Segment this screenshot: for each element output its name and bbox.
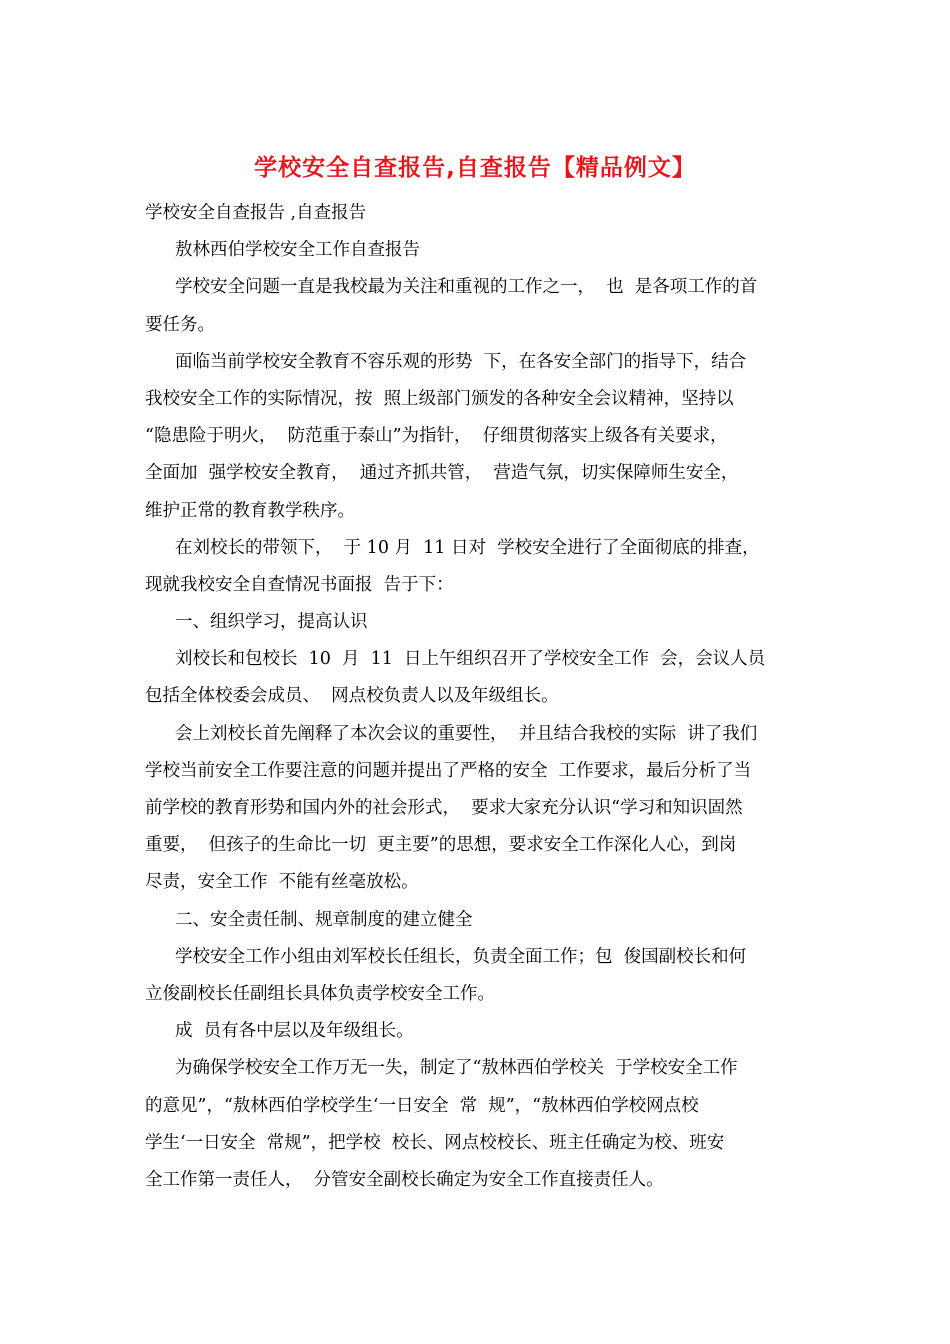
- body-line: 会上刘校长首先阐释了本次会议的重要性， 并且结合我校的实际 讲了我们: [175, 723, 758, 744]
- body-line: 学校当前安全工作要注意的问题并提出了严格的安全 工作要求，最后分析了当: [145, 760, 752, 781]
- body-line: 前学校的教育形势和国内外的社会形式， 要求大家充分认识“学习和知识固然: [145, 798, 743, 818]
- body-line: 现就我校安全自查情况书面报 告于下：: [145, 574, 454, 595]
- body-line: 维护正常的教育教学秩序。: [145, 500, 355, 521]
- body-line: 在刘校长的带领下， 于 10 月 11 日对 学校安全进行了全面彻底的排查，: [175, 537, 760, 558]
- document-title: 学校安全自查报告,自查报告【精品例文】: [254, 155, 696, 181]
- body-line: 为确保学校安全工作万无一失，制定了“敖林西伯学校关 于学校安全工作: [175, 1058, 738, 1079]
- body-line: 立俊副校长任副组长具体负责学校安全工作。: [145, 983, 495, 1004]
- body-line: 的意见”，“敖林西伯学校学生‘一日安全 常 规”，“敖林西伯学校网点校: [145, 1095, 699, 1116]
- body-line: 要任务。: [145, 314, 215, 335]
- body-line: 全面加 强学校安全教育， 通过齐抓共管， 营造气氛，切实保障师生安全，: [145, 463, 739, 484]
- body-line: 面临当前学校安全教育不容乐观的形势 下，在各安全部门的指导下，结合: [175, 351, 747, 372]
- body-line: “隐患险于明火， 防范重于泰山”为指针， 仔细贯彻落实上级各有关要求，: [145, 426, 728, 447]
- body-line: 我校安全工作的实际情况，按 照上级部门颁发的各种安全会议精神，坚持以: [145, 388, 734, 409]
- body-line: 一、组织学习，提高认识: [175, 612, 368, 633]
- body-line: 学校安全问题一直是我校最为关注和重视的工作之一， 也 是各项工作的首: [175, 277, 758, 298]
- body-line: 学校安全自查报告 ,自查报告: [145, 203, 367, 223]
- body-line: 重要， 但孩子的生命比一切 更主要”的思想，要求安全工作深化人心，到岗: [145, 835, 737, 856]
- body-line: 学生‘一日安全 常规”，把学校 校长、网点校校长、班主任确定为校、班安: [145, 1132, 725, 1153]
- body-line: 二、安全责任制、规章制度的建立健全: [175, 909, 473, 930]
- document-body: [145, 195, 810, 1199]
- body-line: 学校安全工作小组由刘军校长任组长，负责全面工作；包 俊国副校长和何: [175, 946, 747, 967]
- body-line: 全工作第一责任人， 分管安全副校长确定为安全工作直接责任人。: [145, 1169, 664, 1190]
- body-line: 成 员有各中层以及年级组长。: [175, 1021, 414, 1042]
- body-line: 包括全体校委会成员、 网点校负责人以及年级组长。: [145, 686, 559, 707]
- body-line: 刘校长和包校长 10 月 11 日上午组织召开了学校安全工作 会，会议人员: [175, 649, 766, 670]
- body-line: 敖林西伯学校安全工作自查报告: [175, 240, 420, 261]
- body-line: 尽责，安全工作 不能有丝毫放松。: [145, 872, 419, 893]
